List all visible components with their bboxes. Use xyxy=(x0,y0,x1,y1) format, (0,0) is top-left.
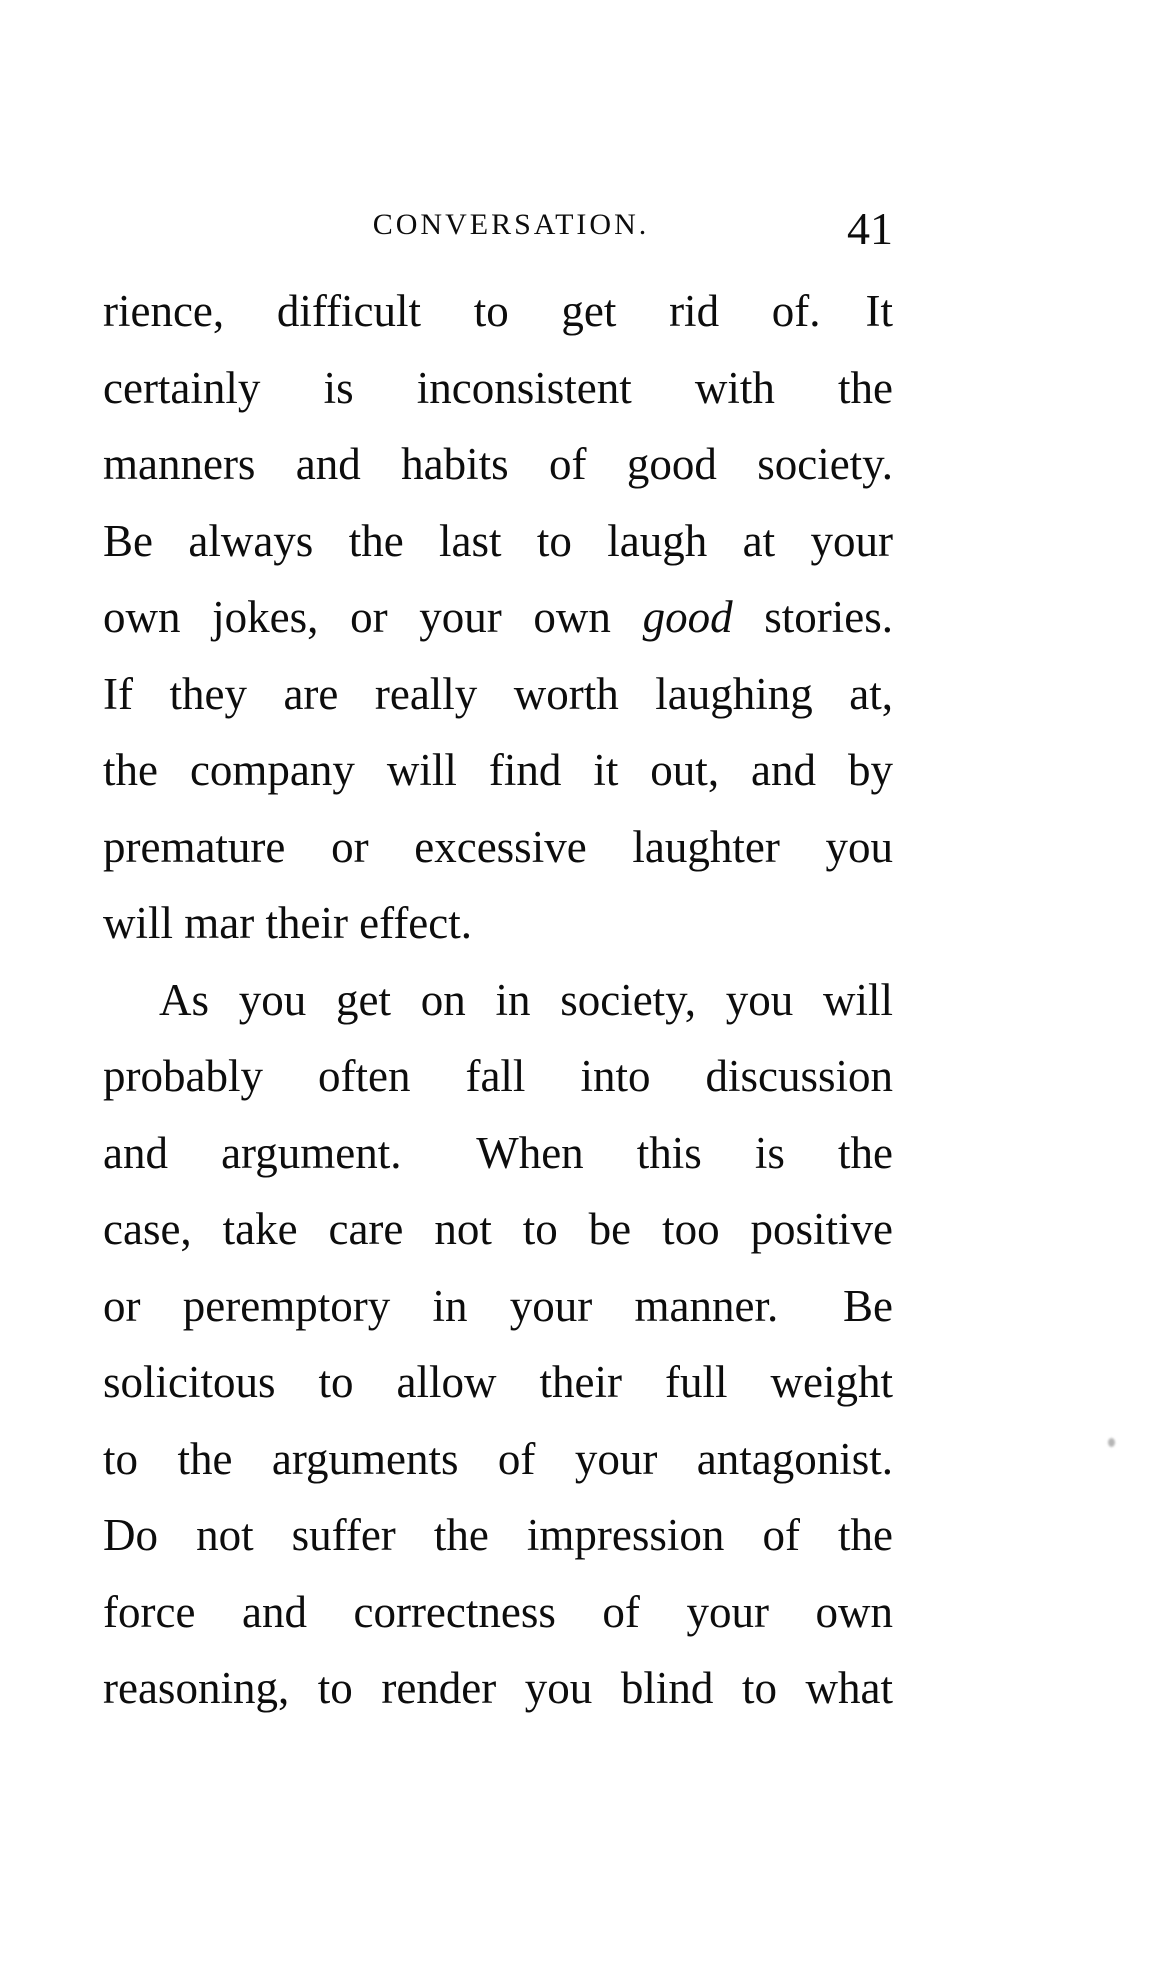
line-text: As you get on in society, you will xyxy=(159,974,893,1025)
body-line xyxy=(103,273,893,350)
line-text: solicitous to allow their full weight xyxy=(103,1357,893,1407)
line-text: and argument. When this is the xyxy=(103,1127,893,1178)
line-text: rience, difficult to get rid of. It xyxy=(103,286,893,336)
running-header-title: CONVERSATION. xyxy=(372,208,650,241)
body-line xyxy=(103,503,893,580)
line-text: Do not suffer the impression of the xyxy=(103,1510,893,1560)
body-line xyxy=(103,962,893,1039)
line-text: manners and habits of good society. xyxy=(103,439,893,489)
page-header xyxy=(103,204,893,256)
body-text-block xyxy=(103,273,893,1727)
line-text: to the arguments of your antagonist. xyxy=(103,1433,893,1484)
line-text: certainly is inconsistent with the xyxy=(103,362,893,413)
body-line xyxy=(103,732,893,809)
line-text: Be always the last to laugh at your xyxy=(103,515,893,566)
line-text: own jokes, or your own xyxy=(103,592,643,642)
body-line xyxy=(103,1574,893,1651)
line-text: will mar their effect. xyxy=(103,898,473,948)
body-line xyxy=(103,1038,893,1115)
line-text: premature or excessive laughter you xyxy=(103,821,893,872)
scan-artifact-speck xyxy=(1108,1438,1115,1447)
line-text: reasoning, to render you blind to what xyxy=(103,1663,893,1713)
body-line xyxy=(103,426,893,503)
body-line xyxy=(103,809,893,886)
line-text: the company will find it out, and by xyxy=(103,745,893,795)
body-line xyxy=(103,579,893,656)
page-number: 41 xyxy=(847,203,893,254)
line-text: stories. xyxy=(732,592,893,642)
line-text: case, take care not to be too positive xyxy=(103,1204,893,1254)
line-text: probably often fall into discussion xyxy=(103,1051,893,1101)
body-line xyxy=(103,1191,893,1268)
body-line xyxy=(103,885,893,962)
line-text: or peremptory in your manner. Be xyxy=(103,1280,893,1331)
body-line xyxy=(103,1115,893,1192)
body-line xyxy=(103,1650,893,1727)
italic-word: good xyxy=(642,592,733,642)
body-line xyxy=(103,350,893,427)
body-line xyxy=(103,1268,893,1345)
body-line xyxy=(103,656,893,733)
body-line xyxy=(103,1497,893,1574)
line-text: force and correctness of your own xyxy=(103,1586,893,1637)
body-line xyxy=(103,1344,893,1421)
body-line xyxy=(103,1421,893,1498)
line-text: If they are really worth laughing at, xyxy=(103,668,893,719)
